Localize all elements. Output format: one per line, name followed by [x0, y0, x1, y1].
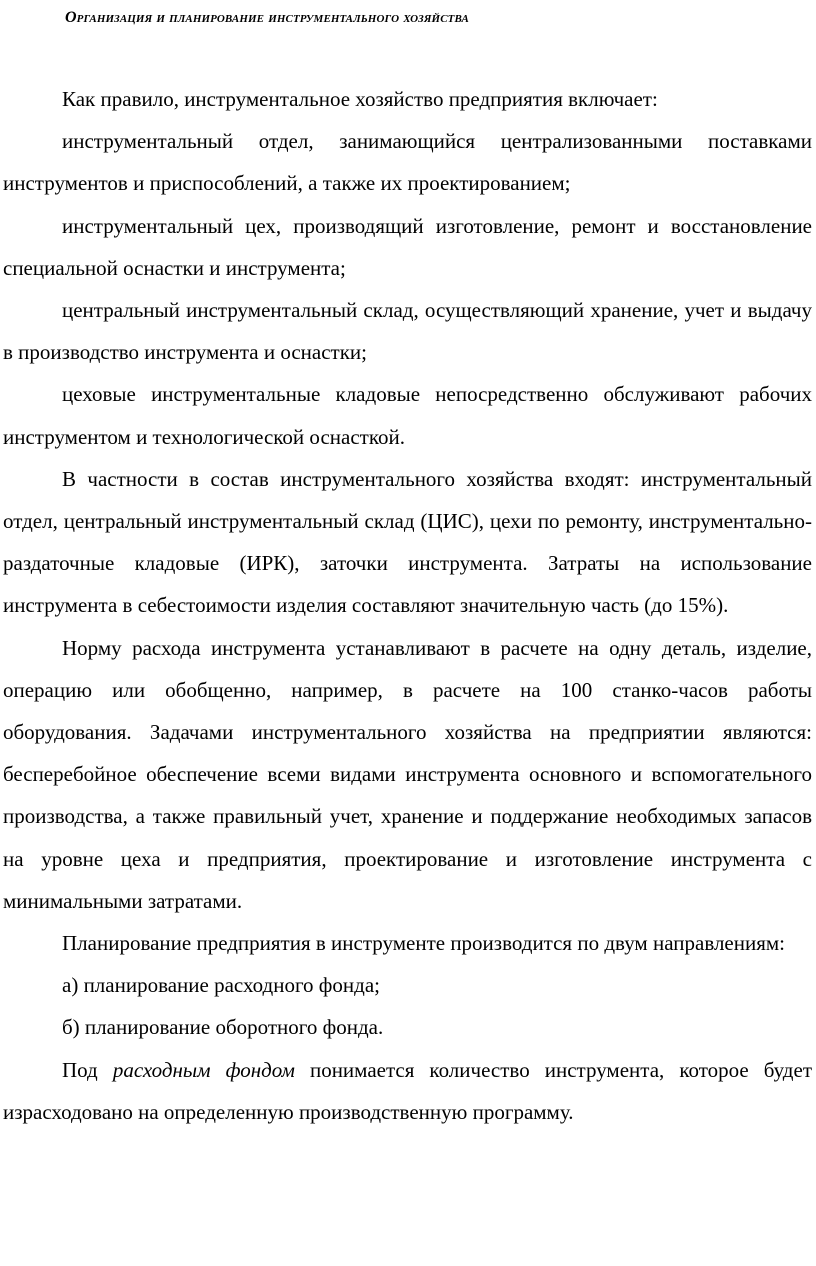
document-body: [3, 78, 812, 1133]
document-title: Организация и планирование инструментального хозяйства: [65, 9, 469, 26]
paragraph-shop-storerooms: цеховые инструментальные кладовые непосредственно обслуживают рабочих инструментом и технологической оснасткой.: [3, 382, 812, 449]
paragraph-central-warehouse: центральный инструментальный склад, осуществляющий хранение, учет и выдачу в производство инструмента и оснастки;: [3, 298, 812, 365]
paragraph-planning-directions: Планирование предприятия в инструменте производится по двум направлениям:: [62, 931, 786, 956]
paragraph-list-item-a: а) планирование расходного фонда;: [62, 973, 380, 998]
expense-fund-after: понимается количество инструмента, которое будет израсходовано на определенную производственную программу.: [3, 1057, 812, 1124]
paragraph-tool-shop: инструментальный цех, производящий изготовление, ремонт и восстановление специальной оснастки и инструмента;: [3, 213, 812, 280]
paragraph-intro: Как правило, инструментальное хозяйство предприятия включает:: [62, 87, 658, 111]
paragraph-list-item-b: б) планирование оборотного фонда.: [62, 1015, 384, 1040]
paragraph-tool-department: инструментальный отдел, занимающийся централизованными поставками инструментов и приспособлений, а также их проектированием;: [3, 129, 812, 196]
expense-fund-before: Под: [62, 1057, 113, 1082]
paragraph-expense-fund: [3, 1049, 812, 1133]
paragraph-consumption-norm: Норму расхода инструмента устанавливают в расчете на одну деталь, изделие, операцию или обобщенно, например, в расчете на 100 станко-часов работы оборудования. Задачами инструментального хозяйства на предприятии являются: бесперебойное обеспечение всеми видами инструмента основного и вспомогательного производства, а также правильный учет, хранение и поддержание необходимых запасов на уровне цеха и предприятия, проектирование и изготовление инструмента с минимальными затратами.: [3, 635, 812, 913]
paragraph-composition: В частности в состав инструментального хозяйства входят: инструментальный отдел, центральный инструментальный склад (ЦИС), цехи по ремонту, инструментально-раздаточные кладовые (ИРК), заточки инструмента. Затраты на использование инструмента в себестоимости изделия составляют значительную часть (до 15%).: [3, 466, 812, 618]
expense-fund-term: расходным фондом: [112, 1057, 295, 1082]
